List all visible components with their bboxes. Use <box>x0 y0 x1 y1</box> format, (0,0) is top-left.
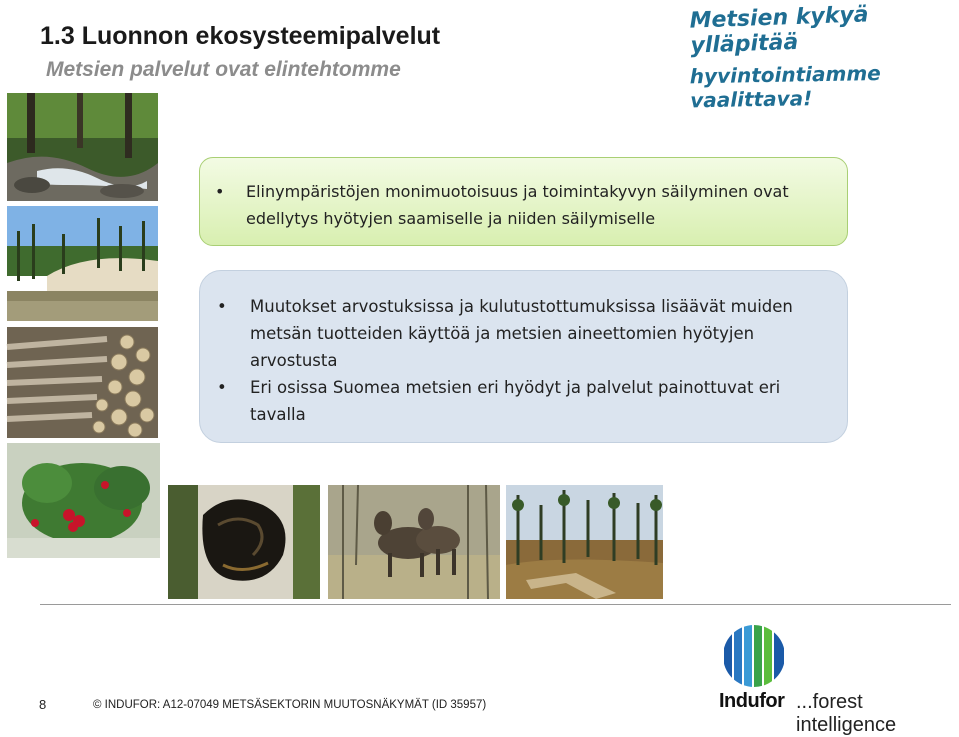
bullet-item: • Elinympäristöjen monimuotoisuus ja toimintakyvyn säilyminen ovat edellytys hyötyjen saamiselle ja niiden säilymiselle <box>200 178 847 232</box>
footer-divider <box>40 604 951 605</box>
indufor-globe-logo-icon <box>722 624 786 688</box>
lingonberry-photo <box>7 443 160 558</box>
bullet-item: • Eri osissa Suomea metsien eri hyödyt ja palvelut painottuvat eri tavalla <box>200 374 847 428</box>
valuation-bullet-box <box>199 270 848 443</box>
stream-forest-photo <box>7 93 158 201</box>
valuation-bullet-list <box>200 271 847 428</box>
bog-boardwalk-photo <box>506 485 663 599</box>
bullet-item: • Muutokset arvostuksissa ja kulutustottumuksissa lisäävät muiden metsän tuotteiden käyttöä ja metsien aineettomien hyötyjen arvostusta <box>200 293 847 374</box>
slide-subtitle: Metsien palvelut ovat elintehtomme <box>46 58 401 81</box>
slogan-line-2: hyvintointiamme vaalittava! <box>689 60 881 113</box>
moose-photo <box>328 485 500 599</box>
ecosystem-bullet-box <box>199 157 848 246</box>
indufor-logo-name: Indufor <box>719 690 785 712</box>
slogan-line-1: Metsien kykyä ylläpitää <box>689 2 869 59</box>
page-number: 8 <box>39 697 47 712</box>
footer-copyright: © INDUFOR: A12-07049 METSÄSEKTORIN MUUTOSNÄKYMÄT (ID 35957) <box>93 699 487 711</box>
lake-pine-photo <box>7 206 158 321</box>
ecosystem-bullet-list <box>200 158 847 232</box>
indufor-tagline: ...forest intelligence <box>796 691 897 736</box>
handwritten-slogan <box>689 2 956 113</box>
log-pile-photo <box>7 327 158 438</box>
slide-title: 1.3 Luonnon ekosysteemipalvelut <box>40 22 441 50</box>
chaga-fungus-photo <box>168 485 320 599</box>
